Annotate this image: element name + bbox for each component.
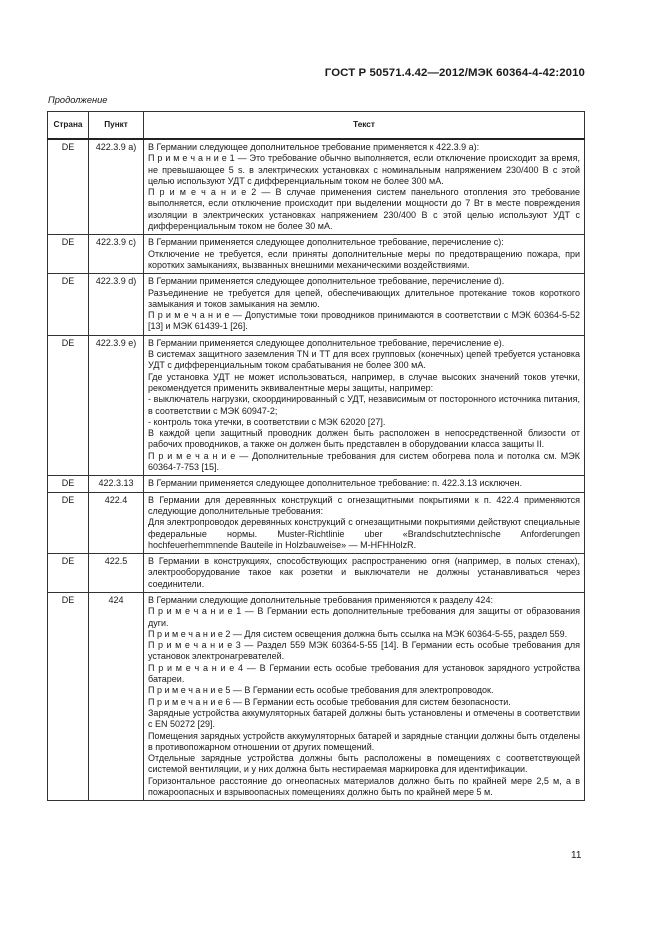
paragraph-text: В каждой цепи защитный проводник должен быть расположен в непосредственной близости от рабочих проводников, а также он должен быть представлен в оборудовании класса защиты II. xyxy=(148,428,580,450)
note-label: П р и м е ч а н и е 1 xyxy=(148,606,242,617)
note-paragraph xyxy=(148,187,580,232)
text-paragraph xyxy=(148,417,580,428)
note-paragraph xyxy=(148,685,580,696)
note-label: П р и м е ч а н и е 1 xyxy=(148,153,235,164)
text-paragraph xyxy=(148,276,580,287)
cell-text xyxy=(144,274,585,335)
paragraph-text: В Германии следующие дополнительные требования применяются к разделу 424: xyxy=(148,594,493,605)
paragraph-text: — Раздел 559 МЭК 60364-5-55 [14]. В Германии есть особые требования для установок электронагревателей. xyxy=(148,640,581,662)
paragraph-text: — В Германии есть особые требования для электропроводок. xyxy=(230,685,494,696)
text-paragraph xyxy=(148,142,580,153)
continuation-label: Продолжение xyxy=(48,95,108,105)
text-paragraph xyxy=(148,288,580,311)
cell-clause: 424 xyxy=(89,592,144,800)
paragraph-text: - выключатель нагрузки, скоординированный с УДТ, независимым от посторонного источника питания, в соответствии с МЭК 60947-2; xyxy=(148,394,580,416)
note-paragraph xyxy=(148,451,580,474)
cell-country: DE xyxy=(48,476,89,492)
cell-country: DE xyxy=(48,274,89,335)
paragraph-text: В Германии применяется следующее дополнительное требование: п. 422.3.13 исключен. xyxy=(148,478,523,489)
column-header-clause: Пункт xyxy=(89,112,144,140)
note-label: П р и м е ч а н и е 2 xyxy=(148,628,231,639)
cell-clause: 422.5 xyxy=(89,554,144,593)
text-paragraph xyxy=(148,776,580,799)
text-paragraph xyxy=(148,731,580,754)
cell-text xyxy=(144,554,585,593)
paragraph-text: Где установка УДТ не может использоваться, например, в случае высоких значений токов утечки, рекомендуется применить эквивалентные меры защиты, например: xyxy=(148,371,580,393)
note-paragraph xyxy=(148,606,580,629)
paragraph-text: Отдельные зарядные устройства должны быть расположены в помещениях с соответствующей системой вентиляции, и у них должна быть нестираемая маркировка для идентификации. xyxy=(148,753,580,775)
cell-clause: 422.3.9 c) xyxy=(89,235,144,274)
cell-text xyxy=(144,235,585,274)
text-paragraph xyxy=(148,495,580,518)
table-row xyxy=(48,554,585,593)
text-paragraph xyxy=(148,338,580,349)
note-label: П р и м е ч а н и е 2 xyxy=(148,187,257,198)
paragraph-text: Помещения зарядных устройств аккумуляторных батарей и зарядные станции должны быть отделены в противопожарном отношении от других помещений. xyxy=(148,730,580,752)
cell-country: DE xyxy=(48,139,89,235)
table-row xyxy=(48,139,585,235)
text-paragraph xyxy=(148,394,580,417)
text-paragraph xyxy=(148,372,580,395)
paragraph-text: Для электропроводок деревянных конструкций с огнезащитными покрытиями действуют специальные федеральные нормы. Muster-Richtlinie uber «Brandschutztechnische Anforderungen hochfeuerhemmnende Bauteile in Holzbauweise» — M-HFHHolzR. xyxy=(148,517,580,550)
paragraph-text: — Для систем освещения должна быть ссылка на МЭК 60364-5-55, раздел 559. xyxy=(230,628,568,639)
note-label: П р и м е ч а н и е 4 xyxy=(148,662,244,673)
cell-clause: 422.3.9 e) xyxy=(89,335,144,476)
text-paragraph xyxy=(148,595,580,606)
paragraph-text: Отключение не требуется, если приняты дополнительные меры по предотвращению пожара, при коротких замыканиях, вызванных внешними механическими воздействиями. xyxy=(148,248,580,270)
table-header-row xyxy=(48,112,585,140)
note-paragraph xyxy=(148,310,580,333)
paragraph-text: — В Германии есть особые требования для систем безопасности. xyxy=(230,696,511,707)
note-label: П р и м е ч а н и е xyxy=(148,450,236,461)
cell-text xyxy=(144,139,585,235)
table-row xyxy=(48,592,585,800)
note-paragraph xyxy=(148,629,580,640)
cell-clause: 422.3.9 d) xyxy=(89,274,144,335)
note-paragraph xyxy=(148,153,580,187)
paragraph-text: В Германии следующее дополнительное требование применяется к 422.3.9 а): xyxy=(148,142,480,152)
paragraph-text: В Германии в конструкциях, способствующих распространению огня (например, в полых стенах), электрооборудование такое как розетки и выключатели не должны устанавливаться через соединители. xyxy=(148,556,580,589)
cell-country: DE xyxy=(48,592,89,800)
note-paragraph xyxy=(148,640,580,663)
cell-country: DE xyxy=(48,335,89,476)
cell-text xyxy=(144,592,585,800)
paragraph-text: Горизонтальное расстояние до огнеопасных материалов должно быть по крайней мере 2,5 м, а в пожароопасных и взрывоопасных помещениях должно быть по крайней мере 5 м. xyxy=(148,775,580,798)
paragraph-text: В Германии применяется следующее дополнительное требование, перечисление е). xyxy=(148,337,505,348)
column-header-text: Текст xyxy=(144,112,585,140)
paragraph-text: Зарядные устройства аккумуляторных батарей должны быть установлены и отмечены в соответствии с EN 50272 [29]. xyxy=(148,707,580,730)
text-paragraph xyxy=(148,237,580,248)
cell-text xyxy=(144,476,585,492)
column-header-country: Страна xyxy=(48,112,89,140)
cell-country: DE xyxy=(48,554,89,593)
table-row xyxy=(48,476,585,492)
text-paragraph xyxy=(148,556,580,590)
paragraph-text: В системах защитного заземления TN и TT для всех групповых (конечных) цепей требуется установка УДТ с дифференциальным током срабатывания не более 300 мА. xyxy=(148,349,580,371)
text-paragraph xyxy=(148,428,580,451)
text-paragraph xyxy=(148,249,580,272)
text-paragraph xyxy=(148,708,580,731)
paragraph-text: - контроль тока утечки, в соответствии с МЭК 62020 [27]. xyxy=(148,416,386,427)
paragraph-text: В Германии применяется следующее дополнительное требование, перечисление с): xyxy=(148,237,504,248)
paragraph-text: — В случае применения систем панельного отопления это требование выполняется, если отключение происходит при выделении мощности до 7 Вт в месте повреждения изоляции в электрических установках напряжением 230/400 В с этой целью используют УДТ с дифференциальным током не более 30 мА. xyxy=(148,187,580,232)
cell-text xyxy=(144,492,585,553)
requirements-table xyxy=(47,111,585,801)
note-label: П р и м е ч а н и е 5 xyxy=(148,685,231,696)
table-row xyxy=(48,492,585,553)
cell-clause: 422.4 xyxy=(89,492,144,553)
cell-clause: 422.3.9 a) xyxy=(89,139,144,235)
paragraph-text: — Допустимые токи проводников принимаются в соответствии с МЭК 60364-5-52 [13] и МЭК 61439-1 [26]. xyxy=(148,310,580,332)
paragraph-text: — Это требование обычно выполняется, если отключение происходит за время, не превышающее 5 s. в электрических установках с номинальным напряжением 230/400 В с этой целью используют УДТ с дифференциальным током не более 300 мА. xyxy=(148,153,580,186)
page-number: 11 xyxy=(571,850,582,861)
text-paragraph xyxy=(148,517,580,551)
paragraph-text: — Дополнительные требования для систем обогрева пола и потолка см. МЭК 60364-7-753 [15]. xyxy=(148,450,580,473)
paragraph-text: Разъединение не требуется для цепей, обеспечивающих длительное протекание токов короткого замыкания и токов замыкания на землю. xyxy=(148,287,580,309)
paragraph-text: В Германии для деревянных конструкций с огнезащитными покрытиями к п. 422.4 применяются следующие дополнительные требования: xyxy=(148,494,580,516)
note-label: П р и м е ч а н и е xyxy=(148,310,230,321)
note-paragraph xyxy=(148,697,580,708)
document-header: ГОСТ Р 50571.4.42—2012/МЭК 60364-4-42:2010 xyxy=(324,67,585,79)
table-body xyxy=(48,139,585,801)
text-paragraph xyxy=(148,753,580,776)
note-label: П р и м е ч а н и е 3 xyxy=(148,640,241,651)
text-paragraph xyxy=(148,478,580,489)
note-label: П р и м е ч а н и е 6 xyxy=(148,696,231,707)
cell-country: DE xyxy=(48,235,89,274)
cell-clause: 422.3.13 xyxy=(89,476,144,492)
cell-country: DE xyxy=(48,492,89,553)
text-paragraph xyxy=(148,349,580,372)
cell-text xyxy=(144,335,585,476)
table-row xyxy=(48,235,585,274)
paragraph-text: — В Германии есть дополнительные требования для защиты от образования дуги. xyxy=(148,606,580,628)
table-row xyxy=(48,274,585,335)
table-row xyxy=(48,335,585,476)
note-paragraph xyxy=(148,663,580,686)
paragraph-text: — В Германии есть особые требования для установок зарядного устройства батареи. xyxy=(148,662,580,685)
paragraph-text: В Германии применяется следующее дополнительное требование, перечисление d). xyxy=(148,276,505,287)
